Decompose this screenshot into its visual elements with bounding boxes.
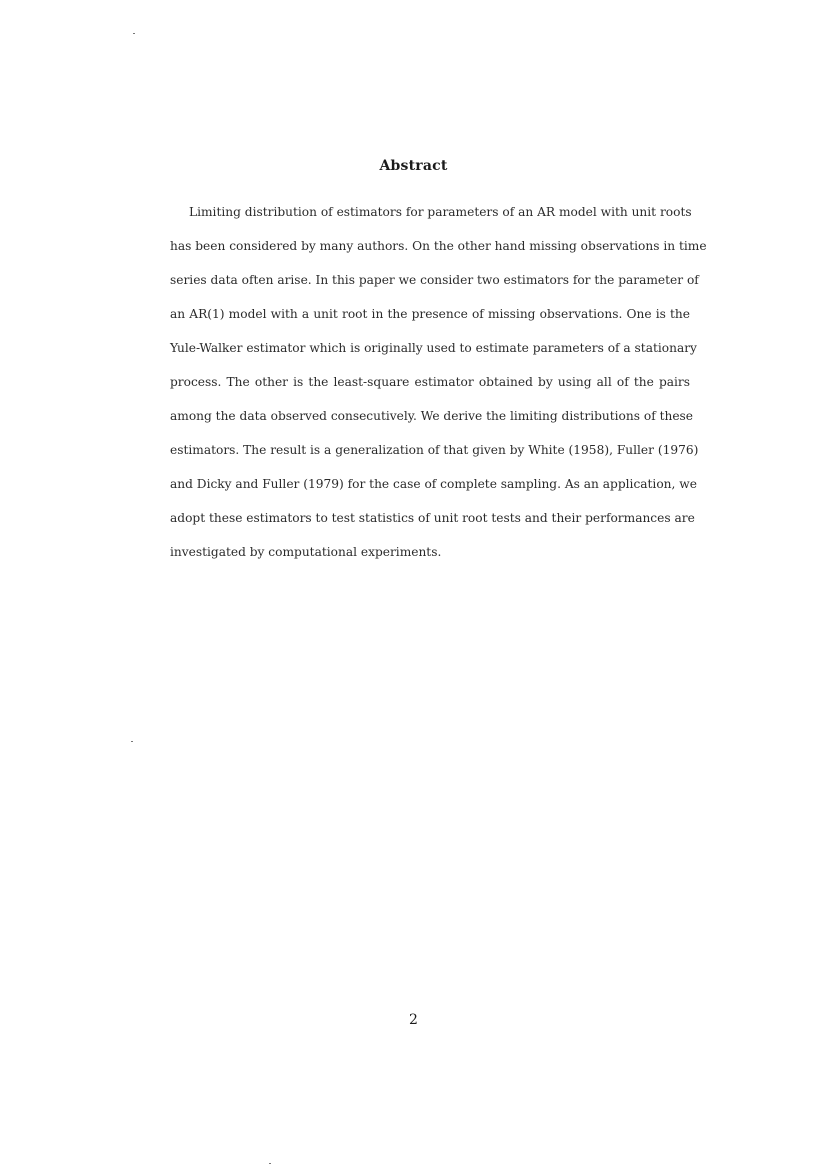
abstract-line: process. The other is the least-square estimator obtained by using all of the pairs [170,375,690,389]
scan-speck-top [133,33,135,34]
abstract-title: Abstract [379,158,448,174]
abstract-line: has been considered by many authors. On the other hand missing observations in time [170,239,707,253]
abstract-line: an AR(1) model with a unit root in the presence of missing observations. One is the [170,307,690,321]
abstract-line: estimators. The result is a generalization of that given by White (1958), Fuller (1976) [170,443,699,457]
abstract-line: Yule-Walker estimator which is originally used to estimate parameters of a stationary [170,341,697,355]
abstract-line: investigated by computational experiments. [170,545,442,559]
abstract-body [170,195,707,569]
scan-speck-middle [131,741,133,742]
scan-speck-bottom [269,1163,271,1164]
page-number: 2 [409,1012,418,1028]
abstract-line: Limiting distribution of estimators for parameters of an AR model with unit roots [189,205,692,219]
abstract-line: among the data observed consecutively. We derive the limiting distributions of these [170,409,694,423]
abstract-line: adopt these estimators to test statistics of unit root tests and their performances are [170,511,695,525]
abstract-line: series data often arise. In this paper we consider two estimators for the parameter of [170,273,699,287]
abstract-line: and Dicky and Fuller (1979) for the case of complete sampling. As an application, we [170,477,697,491]
